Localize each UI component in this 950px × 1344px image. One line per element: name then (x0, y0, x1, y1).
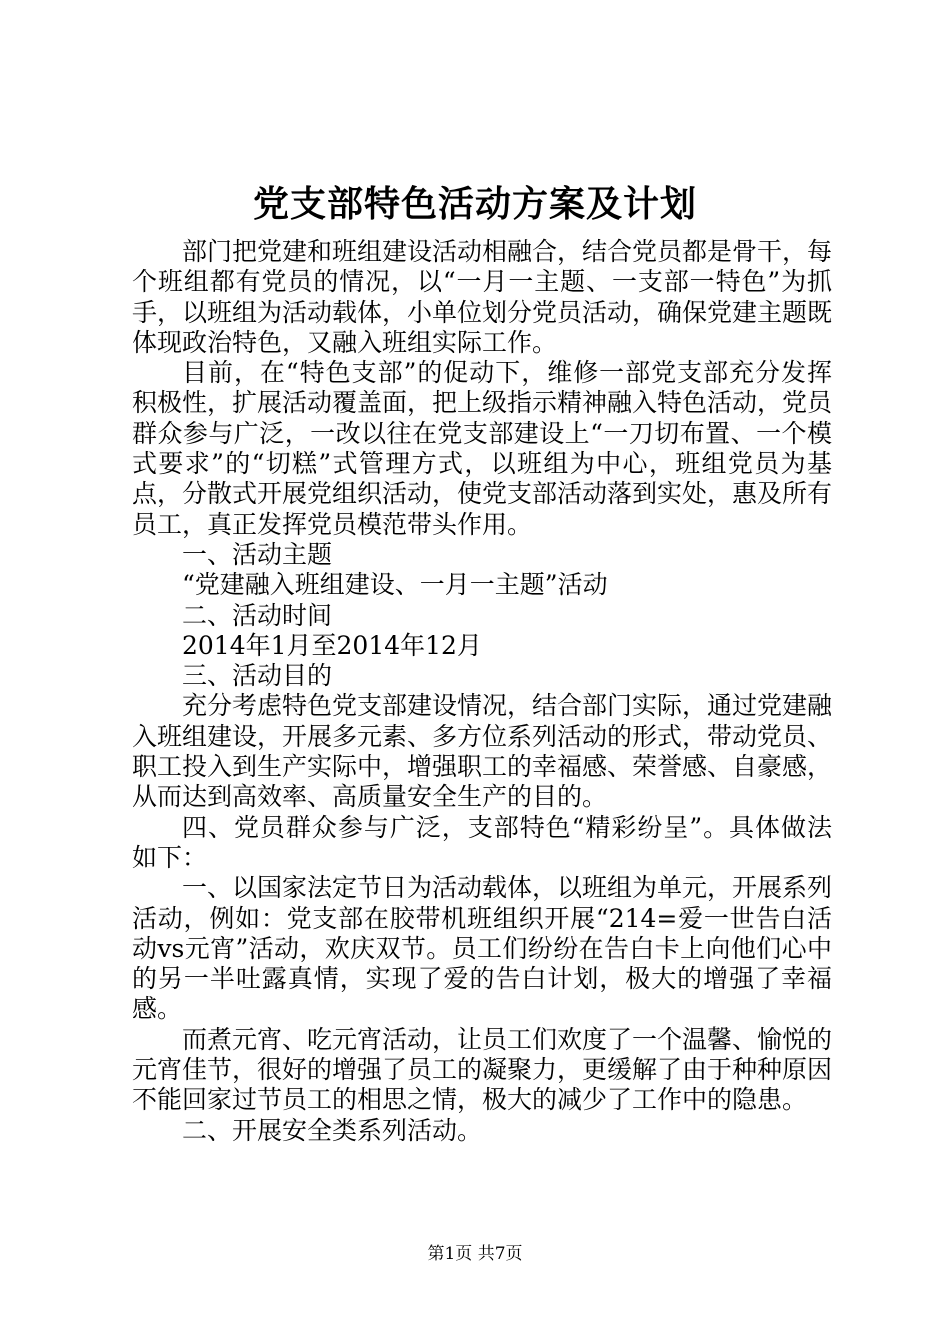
paragraph-activity-theme: “党建融入班组建设、一月一主题”活动 (182, 570, 608, 600)
document-body (132, 237, 832, 1146)
paragraph-intro: 部门把党建和班组建设活动相融合，结合党员都是骨干，每个班组都有党员的情况，以“一月一主题、一支部一特色”为抓手，以班组为活动载体，小单位划分党员活动，确保党建主题既体现政治特色，又融入班组实际工作。 (132, 237, 833, 357)
paragraph-current-status: 目前，在“特色支部”的促动下，维修一部党支部充分发挥积极性，扩展活动覆盖面，把上级指示精神融入特色活动，党员群众参与广泛，一改以往在党支部建设上“一刀切布置、一个模式要求”的“切糕”式管理方式，以班组为中心，班组党员为基点，分散式开展党组织活动，使党支部活动落到实处，惠及所有员工，真正发挥党员模范带头作用。 (132, 358, 833, 539)
heading-activity-purpose: 三、活动目的 (182, 661, 333, 691)
heading-activity-time: 二、活动时间 (182, 600, 333, 630)
heading-activity-theme: 一、活动主题 (182, 539, 333, 569)
page-footer: 第1页 共7页 (427, 1244, 523, 1264)
paragraph-holiday-activities: 一、以国家法定节日为活动载体，以班组为单元，开展系列活动，例如：党支部在胶带机班组织开展“214=爱一世告白活动vs元宵”活动，欢庆双节。员工们纷纷在告白卡上向他们心中的另一半吐露真情，实现了爱的告白计划，极大的增强了幸福感。 (132, 873, 833, 1024)
paragraph-lantern-festival: 而煮元宵、吃元宵活动，让员工们欢度了一个温馨、愉悦的元宵佳节，很好的增强了员工的凝聚力，更缓解了由于种种原因不能回家过节员工的相思之情，极大的减少了工作中的隐患。 (132, 1024, 833, 1115)
paragraph-activity-time: 2014年1月至2014年12月 (182, 630, 482, 660)
document-title: 党支部特色活动方案及计划 (252, 183, 697, 225)
paragraph-activity-purpose: 充分考虑特色党支部建设情况，结合部门实际，通过党建融入班组建设，开展多元素、多方位系列活动的形式，带动党员、职工投入到生产实际中，增强职工的幸福感、荣誉感、自豪感，从而达到高效率、高质量安全生产的目的。 (132, 691, 833, 812)
heading-safety-activities: 二、开展安全类系列活动。 (182, 1115, 483, 1145)
heading-participation: 四、党员群众参与广泛，支部特色“精彩纷呈”。具体做法如下： (132, 812, 832, 872)
